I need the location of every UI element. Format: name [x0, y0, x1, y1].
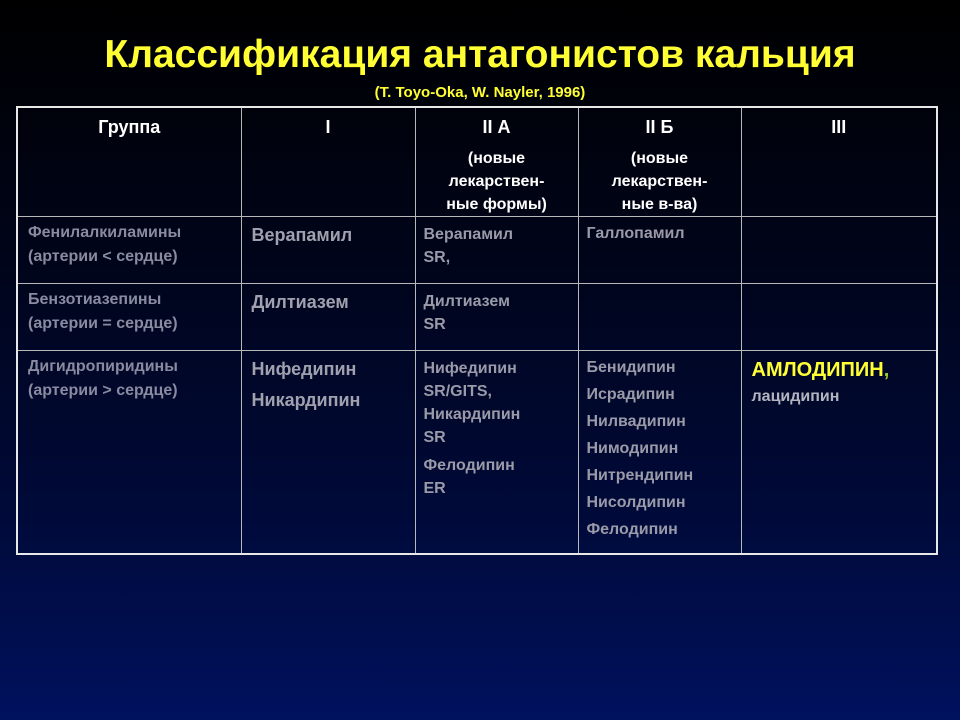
drug-form: SR,: [423, 249, 451, 266]
gen3-cell: [741, 351, 937, 555]
drug-form: SR/GITS,: [423, 383, 492, 400]
gen1-cell: [241, 217, 415, 284]
slide-subtitle: (T. Toyo-Oka, W. Nayler, 1996): [374, 84, 586, 101]
header-col3: [578, 107, 741, 217]
gen2b-cell: [578, 351, 741, 555]
gen2a-cell: [415, 217, 578, 284]
classification-table: [16, 106, 938, 555]
gen1-cell: [241, 284, 415, 351]
header-col3-label: II Б: [645, 117, 674, 137]
drug-name: Исрадипин: [586, 386, 675, 403]
group-selectivity: (артерии > сердце): [28, 382, 178, 399]
drug-name: Никардипин: [251, 390, 361, 410]
group-name: Дигидропиридины: [28, 358, 178, 375]
header-col2: [415, 107, 578, 217]
group-cell: [17, 284, 241, 351]
header-row: [17, 107, 937, 217]
group-selectivity: (артерии = сердце): [28, 315, 178, 332]
group-cell: [17, 217, 241, 284]
drug-name: Фелодипин: [586, 521, 678, 538]
group-name: Фенилалкиламины: [28, 224, 182, 241]
gen2a-cell: [415, 351, 578, 555]
drug-form: SR: [423, 316, 446, 333]
drug-form: ER: [423, 480, 446, 497]
drug-name: Нисолдипин: [586, 494, 686, 511]
group-cell: [17, 351, 241, 555]
slide-title: Классификация антагонистов кальция: [104, 33, 856, 76]
drug-name: лацидипин: [751, 388, 840, 405]
drug-name: Дилтиазем: [423, 293, 510, 310]
gen3-cell: [741, 217, 937, 284]
header-col4: III: [741, 107, 937, 217]
drug-name: Нитрендипин: [586, 467, 694, 484]
drug-name: Нифедипин: [251, 359, 357, 379]
drug-name: Нилвадипин: [586, 413, 686, 430]
drug-name: Верапамил: [251, 225, 353, 245]
drug-name: Фелодипин: [423, 457, 515, 474]
table-row-benzothiazepines: [17, 284, 937, 351]
header-col1: I: [241, 107, 415, 217]
drug-separator: ,: [883, 359, 890, 381]
table-row-dihydropyridines: [17, 351, 937, 555]
group-selectivity: (артерии < сердце): [28, 248, 178, 265]
drug-name: Нимодипин: [586, 440, 679, 457]
gen2a-cell: [415, 284, 578, 351]
drug-name-highlight: АМЛОДИПИН: [751, 359, 884, 381]
drug-name: Нифедипин: [423, 360, 517, 377]
header-col2-note: (новые лекарствен- ные формы): [446, 150, 547, 213]
header-group: Группа: [17, 107, 241, 217]
drug-form: SR: [423, 429, 446, 446]
gen2b-cell: [578, 284, 741, 351]
group-name: Бензотиазепины: [28, 291, 162, 308]
gen2b-cell: [578, 217, 741, 284]
header-col3-note: (новые лекарствен- ные в-ва): [611, 150, 708, 213]
table-row-phenylalkylamines: [17, 217, 937, 284]
drug-name: Верапамил: [423, 226, 514, 243]
gen1-cell: [241, 351, 415, 555]
gen3-cell: [741, 284, 937, 351]
drug-name: Бенидипин: [586, 359, 676, 376]
drug-name: Дилтиазем: [251, 292, 349, 312]
drug-name: Никардипин: [423, 406, 521, 423]
header-col2-label: II А: [482, 117, 511, 137]
drug-highlight: [752, 355, 929, 385]
drug-name: Галлопамил: [586, 225, 685, 242]
